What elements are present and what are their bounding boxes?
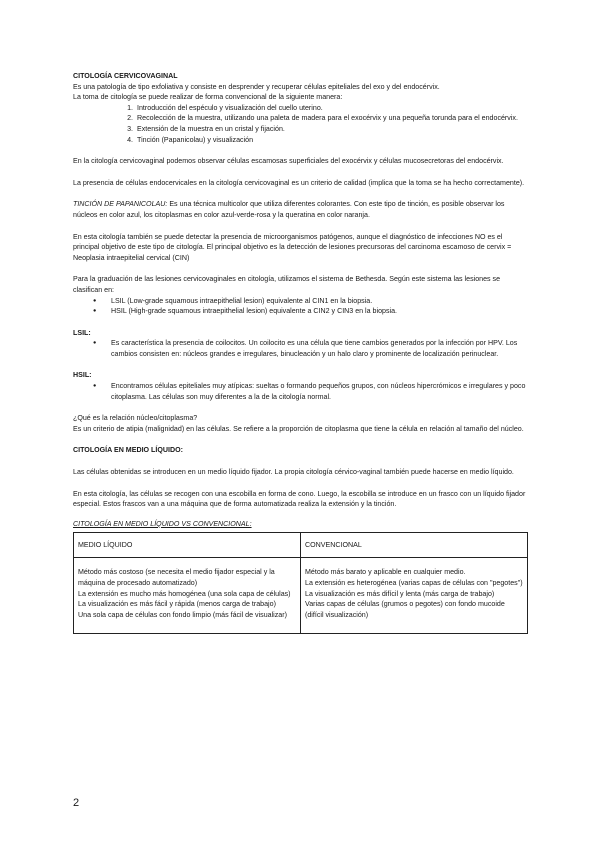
grades-list bbox=[73, 296, 528, 317]
liquid-line: Método más costoso (se necesita el medio fijador especial y la máquina de procesado automatizado) bbox=[78, 568, 275, 587]
liquid-cell bbox=[74, 558, 301, 634]
table-header-row bbox=[74, 533, 528, 558]
section-title-liquid: CITOLOGÍA EN MEDIO LÍQUIDO: bbox=[73, 446, 183, 455]
grade-item-lsil: ● LSIL (Low-grade squamous intraepithelial lesion) equivalente al CIN1 en la biopsia. bbox=[111, 296, 528, 307]
conventional-cell bbox=[301, 558, 528, 634]
hsil-item: ● Encontramos células epiteliales muy atípicas: sueltas o formando pequeños grupos, con núcleos hipercrómicos e irregulares y poco citoplasma. Las células son muy diferentes a la de la citología normal. bbox=[111, 381, 528, 402]
conventional-line: Varias capas de células (grumos o pegotes) con fondo mucoide (difícil visualización) bbox=[305, 600, 505, 619]
liquid-line: La extensión es mucho más homogénea (una sola capa de células) bbox=[78, 589, 291, 598]
conventional-line: Método más barato y aplicable en cualquier medio. bbox=[305, 568, 466, 577]
table-row bbox=[74, 558, 528, 634]
papanicolau-label: TINCIÓN DE PAPANICOLAU: bbox=[73, 200, 168, 209]
detection-paragraph: En esta citología también se puede detectar la presencia de microorganismos patógenos, aunque el diagnóstico de infecciones NO es el principal objetivo de este tipo de citología. El principal objetivo es la detección de lesiones precursoras del carcinoma escamoso de cervix = Neoplasia intraepitelial cervical (CIN) bbox=[73, 232, 512, 262]
hsil-title: HSIL: bbox=[73, 371, 92, 380]
comparison-title: CITOLOGÍA EN MEDIO LÍQUIDO VS CONVENCIONAL: bbox=[73, 519, 252, 528]
liquid-paragraph-2: En esta citología, las células se recogen con una escobilla en forma de cono. Luego, la escobilla se introduce en un frasco con un líquido fijador especial. Estos frascos van a una máquina que de forma automatizada realiza la extensión y la tinción. bbox=[73, 489, 526, 509]
procedure-step: 1. Introducción del espéculo y visualización del cuello uterino. bbox=[135, 103, 528, 114]
intro-paragraph: Es una patología de tipo exfoliativa y consiste en desprender y recuperar células epiteliales del exo y del endocérvix. bbox=[73, 82, 440, 91]
conventional-line: La visualización es más difícil y lenta (más carga de trabajo) bbox=[305, 589, 495, 598]
liquid-paragraph-1: Las células obtenidas se introducen en un medio líquido fijador. La propia citología cérvico-vaginal también puede hacerse en medio líquido. bbox=[73, 468, 514, 477]
ratio-answer: Es un criterio de atipia (malignidad) en las células. Se refiere a la proporción de citoplasma que tiene la célula en relación al tamaño del núcleo. bbox=[73, 424, 524, 433]
lsil-title: LSIL: bbox=[73, 328, 91, 337]
procedure-step: 3. Extensión de la muestra en un cristal y fijación. bbox=[135, 124, 528, 135]
papanicolau-text: Es una técnica multicolor que utiliza diferentes colorantes. Con este tipo de tinción, es posible observar los núcleos en color azul, los citoplasmas en color azul-verde-rosa y la queratina en color naranja. bbox=[73, 200, 505, 219]
section-title-cervicovaginal: CITOLOGÍA CERVICOVAGINAL bbox=[73, 72, 178, 80]
quality-paragraph: La presencia de células endocervicales en la citología cervicovaginal es un criterio de calidad (implica que la toma se ha hecho correctamente). bbox=[73, 178, 525, 187]
liquid-line: Una sola capa de células con fondo limpio (más fácil de visualizar) bbox=[78, 610, 287, 619]
hsil-list bbox=[73, 381, 528, 402]
cells-paragraph: En la citología cervicovaginal podemos observar células escamosas superficiales del exocérvix y células mucosecretoras del endocérvix. bbox=[73, 157, 504, 166]
grade-item-hsil: ● HSIL (High-grade squamous intraepithelial lesion) equivalente a CIN2 y CIN3 en la biopsia. bbox=[111, 306, 528, 317]
conventional-line: La extensión es heterogénea (varias capas de células con "pegotes") bbox=[305, 579, 523, 587]
intro-paragraph-2: La toma de citología se puede realizar de forma convencional de la siguiente manera: bbox=[73, 93, 343, 102]
lsil-list bbox=[73, 338, 528, 359]
liquid-line: La visualización es más fácil y rápida (menos carga de trabajo) bbox=[78, 600, 276, 609]
ratio-question: ¿Qué es la relación núcleo/citoplasma? bbox=[73, 414, 198, 423]
grading-paragraph: Para la graduación de las lesiones cervicovaginales en citología, utilizamos el sistema de Bethesda. Según este sistema las lesiones se clasifican en: bbox=[73, 275, 501, 294]
comparison-table bbox=[73, 532, 528, 634]
papanicolau-paragraph bbox=[73, 199, 528, 220]
procedure-step: 2. Recolección de la muestra, utilizando una paleta de madera para el exocérvix y una pequeña torunda para el endocérvix. bbox=[135, 113, 528, 124]
lsil-item: ● Es característica la presencia de coilocitos. Un coilocito es una célula que tiene cambios generados por la infección por HPV. Los cambios consisten en: núcleos grandes e irregulares, binucleación y un halo claro y prominente de localización perinuclear. bbox=[111, 338, 528, 359]
page-content bbox=[73, 71, 528, 634]
table-header-liquid: MEDIO LÍQUIDO bbox=[74, 533, 301, 558]
procedure-steps-list bbox=[73, 103, 528, 145]
procedure-step: 4. Tinción (Papanicolau) y visualización bbox=[135, 135, 528, 146]
table-header-conventional: CONVENCIONAL bbox=[301, 533, 528, 558]
page-number: 2 bbox=[73, 797, 80, 809]
